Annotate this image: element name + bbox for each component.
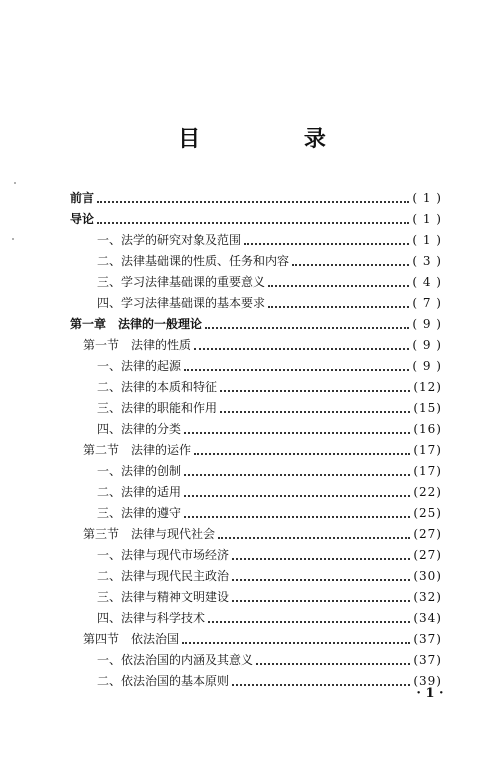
toc-entry-page: (27) [413,548,442,562]
toc-entry-label: 一、法律的起源 [97,359,182,373]
toc-entry [83,524,442,544]
dot-leader [97,222,409,224]
scan-speck [12,238,14,240]
toc-entry-page: (37) [413,632,442,646]
toc-entry-label: 一、依法治国的内涵及其意义 [97,653,254,667]
dot-leader [220,390,410,392]
toc-entry-page: ( 3 ) [412,254,442,268]
toc-entry-label: 二、法律与现代民主政治 [97,569,230,583]
scan-speck [14,182,16,184]
toc-entry-label: 二、法律基础课的性质、任务和内容 [97,254,290,268]
toc-entry [83,335,442,355]
toc-entry-label: 一、法学的研究对象及范围 [97,233,242,247]
toc-entry-page: ( 9 ) [412,317,442,331]
toc-entry-label: 四、学习法律基础课的基本要求 [97,296,266,310]
dot-leader [292,264,409,266]
toc-entry-page: (17) [413,443,442,457]
toc-entry [97,461,442,481]
toc-entry-page: (27) [413,527,442,541]
dot-leader [205,327,409,329]
toc-entry-page: ( 1 ) [412,233,442,247]
toc-entry [97,293,442,313]
toc-entry-page: (39) [413,674,442,688]
toc-entry-label: 三、法律与精神文明建设 [97,590,230,604]
toc-entry-label: 第三节 法律与现代社会 [83,527,216,541]
toc-entry [97,230,442,250]
toc-entry [97,608,442,628]
toc-entry [97,377,442,397]
dot-leader [184,432,410,434]
toc-entry-page: ( 9 ) [412,359,442,373]
toc-entry-page: ( 9 ) [412,338,442,352]
toc-entry-label: 第四节 依法治国 [83,632,180,646]
dot-leader [232,579,410,581]
toc-entry-page: (17) [413,464,442,478]
toc-entry [97,251,442,271]
dot-leader [194,348,409,350]
toc-entry-label: 二、法律的本质和特征 [97,380,218,394]
toc-entry [97,671,442,691]
toc-entry-label: 四、法律的分类 [97,422,182,436]
toc-entry-page: (22) [413,485,442,499]
toc-entry [97,419,442,439]
toc-entry-page: ( 4 ) [412,275,442,289]
toc-entry-label: 三、法律的职能和作用 [97,401,218,415]
toc-entry [83,440,442,460]
toc-entry [97,398,442,418]
toc-entry-page: (15) [413,401,442,415]
toc-entry [97,482,442,502]
toc-entry-page: (12) [413,380,442,394]
dot-leader [232,558,410,560]
toc-entry-label: 前言 [70,191,95,205]
toc-entry-page: (37) [413,653,442,667]
dot-leader [232,600,410,602]
toc-entry-page: ( 7 ) [412,296,442,310]
dot-leader [194,453,410,455]
dot-leader [97,201,409,203]
toc-entry-page: (25) [413,506,442,520]
dot-leader [244,243,409,245]
toc-entry [97,503,442,523]
dot-leader [268,306,409,308]
dot-leader [232,684,410,686]
toc-entry [97,545,442,565]
dot-leader [184,474,410,476]
toc-entry [97,587,442,607]
toc-entry-page: (30) [413,569,442,583]
dot-leader [268,285,409,287]
page-title: 目 录 [178,127,374,152]
toc-entry-page: (34) [413,611,442,625]
toc-entry [97,356,442,376]
toc-entry-page: (32) [413,590,442,604]
toc-entry [83,629,442,649]
toc-entry-label: 一、法律与现代市场经济 [97,548,230,562]
dot-leader [208,621,410,623]
dot-leader [184,495,410,497]
toc-entry-label: 三、法律的遵守 [97,506,182,520]
dot-leader [184,369,409,371]
toc-entry-page: ( 1 ) [412,212,442,226]
dot-leader [220,411,410,413]
toc-entry-label: 四、法律与科学技术 [97,611,206,625]
toc-entry [97,272,442,292]
toc-entry-label: 三、学习法律基础课的重要意义 [97,275,266,289]
toc-entry [70,314,442,334]
toc-entry [97,650,442,670]
toc-entry [97,566,442,586]
dot-leader [184,516,410,518]
toc-entry-label: 二、依法治国的基本原则 [97,674,230,688]
page-number: · 1 · [416,686,444,701]
toc-entry-label: 导论 [70,212,95,226]
dot-leader [256,663,410,665]
toc-entry-label: 第一章 法律的一般理论 [70,317,203,331]
toc-entry-label: 一、法律的创制 [97,464,182,478]
toc-entry-label: 二、法律的适用 [97,485,182,499]
dot-leader [218,537,410,539]
toc-entry [70,188,442,208]
dot-leader [182,642,410,644]
toc-entry-label: 第二节 法律的运作 [83,443,192,457]
toc-entry-page: (16) [413,422,442,436]
toc-entry-page: ( 1 ) [412,191,442,205]
toc-entry [70,209,442,229]
toc-entry-label: 第一节 法律的性质 [83,338,192,352]
